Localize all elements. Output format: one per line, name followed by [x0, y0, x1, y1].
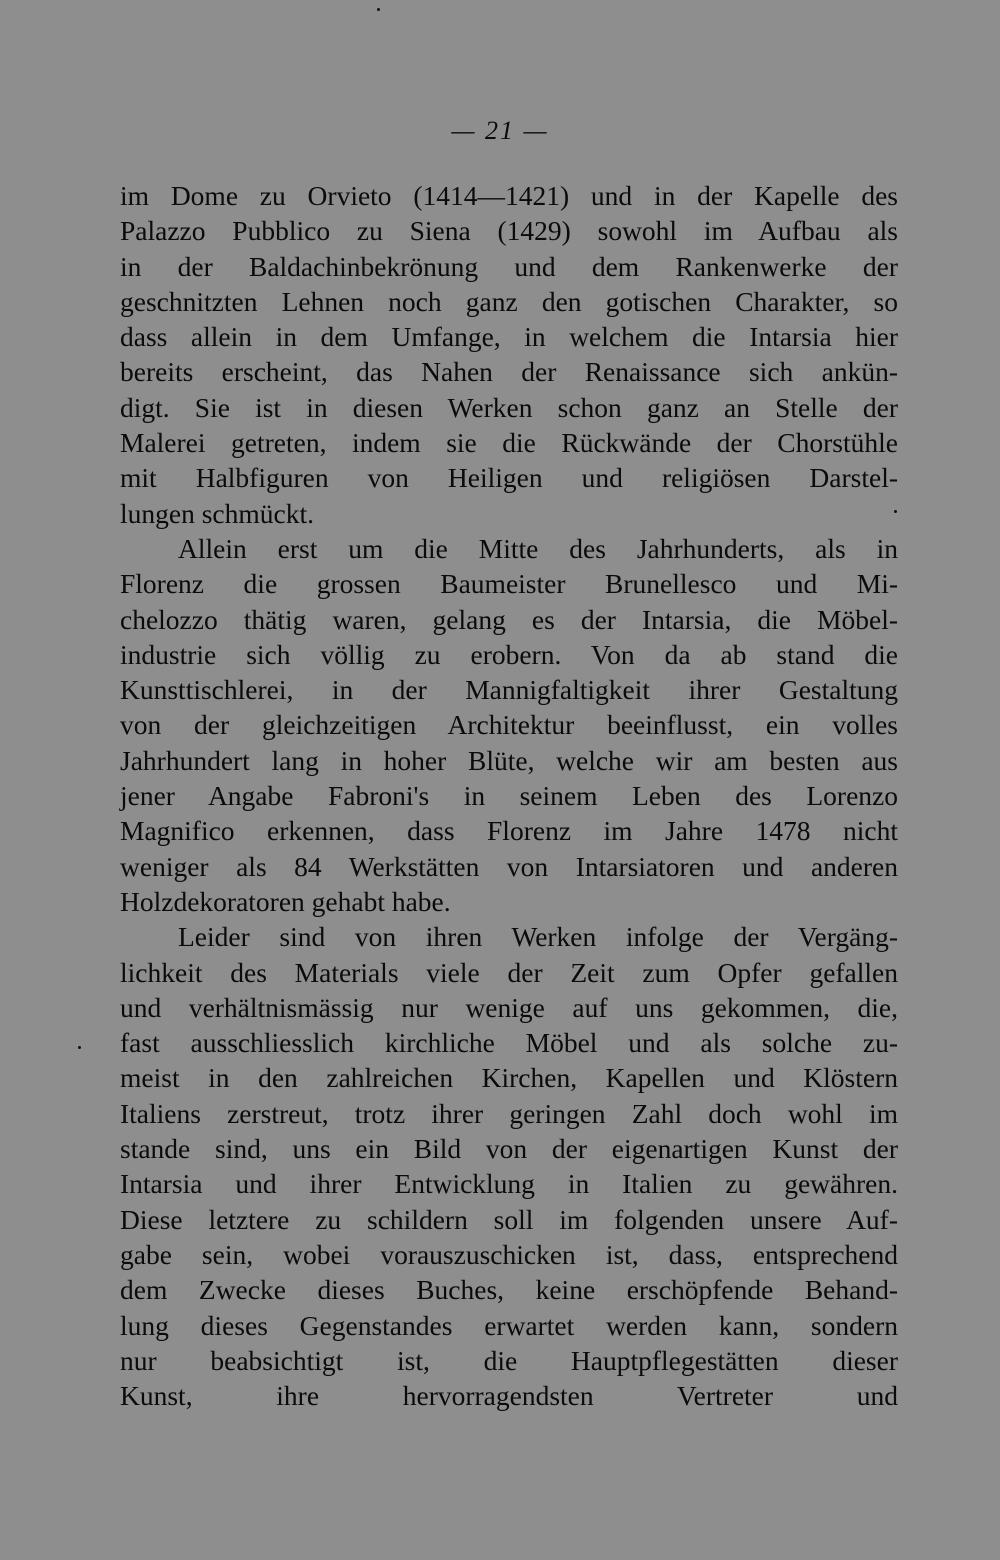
scan-speck — [78, 1046, 81, 1049]
text-line: lichkeit des Materials viele der Zeit zum Opfer gefallen — [120, 956, 898, 988]
page-number: — 21 — — [451, 116, 549, 145]
text-line: lung dieses Gegenstandes erwartet werden kann, sondern — [120, 1309, 898, 1341]
scan-speck — [377, 8, 380, 11]
text-line: bereits erscheint, das Nahen der Renaissance sich ankün- — [120, 356, 898, 388]
text-line: Jahrhundert lang in hoher Blüte, welche wir am besten aus — [120, 744, 898, 776]
text-line: meist in den zahlreichen Kirchen, Kapellen und Klöstern — [120, 1062, 898, 1094]
body-text — [120, 178, 898, 1413]
text-line: digt. Sie ist in diesen Werken schon ganz an Stelle der — [120, 391, 898, 423]
text-line: geschnitzten Lehnen noch ganz den gotischen Charakter, so — [120, 285, 898, 317]
text-line: Holzdekoratoren gehabt habe. — [120, 885, 451, 917]
text-line: Palazzo Pubblico zu Siena (1429) sowohl im Aufbau als — [120, 215, 898, 247]
text-line: Magnifico erkennen, dass Florenz im Jahre 1478 nicht — [120, 815, 898, 847]
text-line: gabe sein, wobei vorauszuschicken ist, dass, entsprechend — [120, 1238, 898, 1270]
text-line: dass allein in dem Umfange, in welchem die Intarsia hier — [120, 321, 898, 353]
text-line: Florenz die grossen Baumeister Brunellesco und Mi- — [120, 568, 898, 600]
text-line: industrie sich völlig zu erobern. Von da ab stand die — [120, 638, 898, 670]
text-line: weniger als 84 Werkstätten von Intarsiatoren und anderen — [120, 850, 898, 882]
text-line: Malerei getreten, indem sie die Rückwände der Chorstühle — [120, 427, 898, 459]
text-line: mit Halbfiguren von Heiligen und religiösen Darstel- — [120, 462, 898, 494]
text-line: von der gleichzeitigen Architektur beeinflusst, ein volles — [120, 709, 898, 741]
text-line: stande sind, uns ein Bild von der eigenartigen Kunst der — [120, 1133, 898, 1165]
text-line: fast ausschliesslich kirchliche Möbel und als solche zu- — [120, 1027, 898, 1059]
text-line: chelozzo thätig waren, gelang es der Intarsia, die Möbel- — [120, 603, 898, 635]
text-line: lungen schmückt. — [120, 497, 314, 529]
text-line: dem Zwecke dieses Buches, keine erschöpfende Behand- — [120, 1274, 898, 1306]
text-line: und verhältnismässig nur wenige auf uns gekommen, die, — [120, 991, 898, 1023]
text-line: Intarsia und ihrer Entwicklung in Italien zu gewähren. — [120, 1168, 898, 1200]
text-line: Italiens zerstreut, trotz ihrer geringen Zahl doch wohl im — [120, 1097, 898, 1129]
text-line: im Dome zu Orvieto (1414—1421) und in der Kapelle des — [120, 180, 898, 211]
text-line: Diese letztere zu schildern soll im folgenden unsere Auf- — [120, 1203, 898, 1235]
text-line: jener Angabe Fabroni's in seinem Leben des Lorenzo — [120, 780, 898, 812]
text-line: in der Baldachinbekrönung und dem Rankenwerke der — [120, 250, 898, 282]
text-line: Kunsttischlerei, in der Mannigfaltigkeit ihrer Gestaltung — [120, 674, 898, 706]
scan-speck — [894, 510, 897, 513]
paragraph-first-line: Leider sind von ihren Werken infolge der Vergäng- — [178, 921, 898, 953]
text-line: nur beabsichtigt ist, die Hauptpflegestätten dieser — [120, 1344, 898, 1376]
paragraph-first-line: Allein erst um die Mitte des Jahrhunderts, als in — [178, 532, 898, 564]
text-line: Kunst, ihre hervorragendsten Vertreter und — [120, 1380, 898, 1412]
